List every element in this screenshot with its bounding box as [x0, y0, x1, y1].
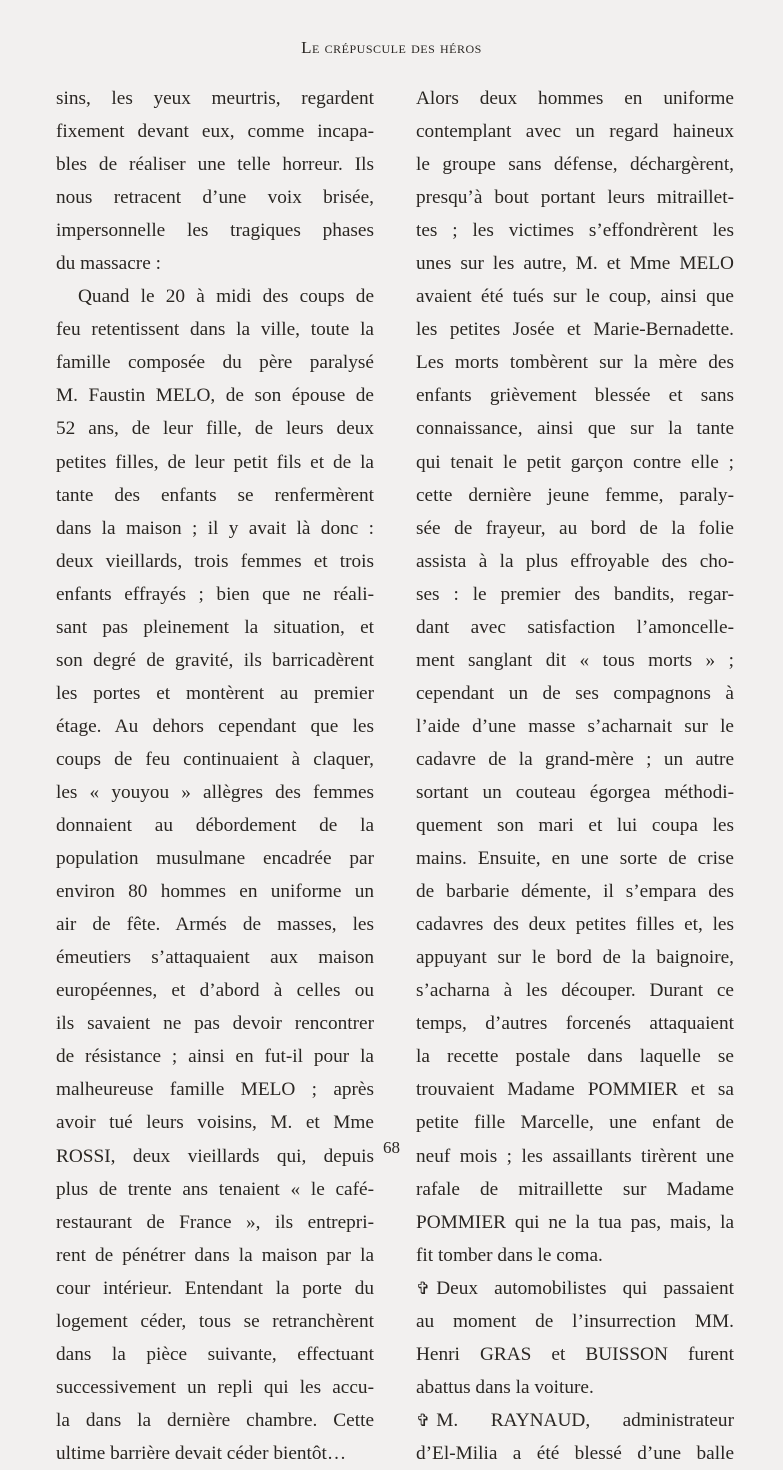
- line-text: l’aide d’une masse s’acharnait sur le: [416, 715, 734, 737]
- text-line: [416, 1437, 734, 1470]
- line-text: ses : le premier des bandits, regar-: [416, 583, 734, 605]
- line-text: tes ; les victimes s’effondrèrent les: [416, 220, 734, 242]
- line-text: les « youyou » allègres des femmes: [56, 781, 374, 803]
- text-line: [416, 247, 734, 280]
- text-line: [416, 1206, 734, 1239]
- running-header: Le crépuscule des héros: [301, 38, 482, 57]
- text-line: [416, 842, 734, 875]
- line-text: malheureuse famille MELO ; après: [56, 1079, 374, 1101]
- text-line: [416, 115, 734, 148]
- line-text: s’acharna à les découper. Durant ce: [416, 980, 734, 1002]
- text-line: [416, 743, 734, 776]
- text-line: [56, 446, 374, 479]
- text-line: [416, 1371, 734, 1404]
- line-text: Henri GRAS et BUISSON furent: [416, 1343, 734, 1365]
- text-line: [56, 1371, 374, 1404]
- line-text: émeutiers s’attaquaient aux maison: [56, 947, 374, 969]
- line-text: deux vieillards, trois femmes et trois: [56, 550, 374, 572]
- text-line: [56, 1073, 374, 1106]
- right-column: [416, 82, 734, 1470]
- line-text: trouvaient Madame POMMIER et sa: [416, 1079, 734, 1101]
- line-text: Quand le 20 à midi des coups de: [78, 286, 374, 308]
- text-line: [56, 115, 374, 148]
- line-text: les portes et montèrent au premier: [56, 682, 374, 704]
- text-line: [56, 1239, 374, 1272]
- text-line: [416, 1338, 734, 1371]
- line-text: unes sur les autre, M. et Mme MELO: [416, 253, 734, 275]
- line-text: rafale de mitraillette sur Madame: [416, 1178, 734, 1200]
- text-line: [416, 941, 734, 974]
- line-text: donnaient au débordement de la: [56, 815, 374, 837]
- text-line: [416, 875, 734, 908]
- line-text: quement son mari et lui coupa les: [416, 815, 734, 837]
- text-line: [416, 809, 734, 842]
- line-text: enfants grièvement blessée et sans: [416, 385, 734, 407]
- line-text: Alors deux hommes en uniforme: [416, 88, 734, 109]
- text-line: [416, 908, 734, 941]
- text-line: [416, 479, 734, 512]
- line-text: logement céder, tous se retranchèrent: [56, 1310, 374, 1332]
- text-line: [416, 974, 734, 1007]
- text-line: [56, 1338, 374, 1371]
- text-line: [56, 247, 374, 280]
- line-text: sins, les yeux meurtris, regardent: [56, 88, 374, 109]
- text-line: [416, 412, 734, 445]
- line-text: petite fille Marcelle, une enfant de: [416, 1112, 734, 1134]
- line-text: cependant un de ses compagnons à: [416, 682, 734, 704]
- line-text: nous retracent d’une voix brisée,: [56, 187, 374, 209]
- line-text: connaissance, ainsi que sur la tante: [416, 418, 734, 440]
- line-text: ils savaient ne pas devoir rencontrer: [56, 1013, 374, 1035]
- text-line: [56, 1206, 374, 1239]
- line-text: son degré de gravité, ils barricadèrent: [56, 649, 374, 671]
- line-text: fixement devant eux, comme incapa-: [56, 121, 374, 143]
- text-line: [416, 1073, 734, 1106]
- line-text: bles de réaliser une telle horreur. Ils: [56, 154, 374, 176]
- line-text: sortant un couteau égorgea méthodi-: [416, 781, 734, 803]
- text-line: [56, 710, 374, 743]
- line-text: M. Faustin MELO, de son épouse de: [56, 385, 374, 407]
- line-text: la dans la dernière chambre. Cette: [56, 1409, 374, 1431]
- line-text: cadavres des deux petites filles et, les: [416, 914, 734, 936]
- text-line: [56, 1040, 374, 1073]
- line-text: assista à la plus effroyable des cho-: [416, 550, 734, 572]
- text-line: [416, 578, 734, 611]
- line-text: population musulmane encadrée par: [56, 848, 374, 870]
- text-line: [416, 776, 734, 809]
- text-line: [416, 1305, 734, 1338]
- line-text: successivement un repli qui les accu-: [56, 1376, 374, 1398]
- line-text: restaurant de France », ils entrepri-: [56, 1211, 374, 1233]
- text-line: [416, 82, 734, 115]
- text-line: [56, 1106, 374, 1139]
- text-line: [56, 346, 374, 379]
- text-line: [56, 313, 374, 346]
- line-text: Deux automobilistes qui passaient: [436, 1277, 734, 1299]
- text-line: [56, 842, 374, 875]
- line-text: ultime barrière devait céder bientôt…: [56, 1442, 347, 1464]
- line-text: presqu’à bout portant leurs mitraillet-: [416, 187, 734, 209]
- line-text: appuyant sur le bord de la baignoire,: [416, 947, 734, 969]
- line-text: POMMIER qui ne la tua pas, mais, la: [416, 1211, 734, 1233]
- line-text: d’El-Milia a été blessé d’une balle: [416, 1442, 734, 1464]
- line-text: cadavre de la grand-mère ; un autre: [416, 748, 734, 770]
- line-text: avaient été tués sur le coup, ainsi que: [416, 286, 734, 308]
- line-text: européennes, et d’abord à celles ou: [56, 980, 374, 1002]
- text-line: [56, 545, 374, 578]
- line-text: enfants effrayés ; bien que ne réali-: [56, 583, 374, 605]
- line-text: 52 ans, de leur fille, de leurs deux: [56, 418, 374, 440]
- line-text: petites filles, de leur petit fils et de la: [56, 451, 374, 473]
- text-line: [56, 181, 374, 214]
- text-line: [56, 214, 374, 247]
- line-text: les petites Josée et Marie-Bernadette.: [416, 319, 734, 341]
- text-line: [56, 809, 374, 842]
- line-text: dans la pièce suivante, effectuant: [56, 1343, 374, 1365]
- line-text: impersonnelle les tragiques phases: [56, 220, 374, 242]
- line-text: temps, d’autres forcenés attaquaient: [416, 1013, 734, 1035]
- line-text: au moment de l’insurrection MM.: [416, 1310, 734, 1332]
- text-line: [56, 280, 374, 313]
- line-text: étage. Au dehors cependant que les: [56, 715, 374, 737]
- text-line: [56, 1173, 374, 1206]
- text-line: [416, 1272, 734, 1305]
- text-line: [416, 644, 734, 677]
- line-text: cette dernière jeune femme, paraly-: [416, 484, 734, 506]
- left-column: [56, 82, 374, 1470]
- text-line: [416, 148, 734, 181]
- line-text: abattus dans la voiture.: [416, 1376, 594, 1398]
- line-text: de barbarie démente, il s’empara des: [416, 881, 734, 903]
- line-text: rent de pénétrer dans la maison par la: [56, 1244, 374, 1266]
- text-line: [416, 1106, 734, 1139]
- text-line: [56, 1437, 374, 1470]
- line-text: fit tomber dans le coma.: [416, 1244, 603, 1266]
- text-line: [416, 346, 734, 379]
- text-line: [56, 479, 374, 512]
- text-line: [416, 214, 734, 247]
- text-line: [416, 280, 734, 313]
- text-line: [56, 1007, 374, 1040]
- line-text: mains. Ensuite, en une sorte de crise: [416, 848, 734, 870]
- line-text: air de fête. Armés de masses, les: [56, 914, 374, 936]
- text-line: [416, 677, 734, 710]
- line-text: la recette postale dans laquelle se: [416, 1046, 734, 1068]
- text-line: [56, 875, 374, 908]
- text-line: [56, 644, 374, 677]
- line-text: dant avec satisfaction l’amoncelle-: [416, 616, 734, 638]
- text-line: [56, 611, 374, 644]
- text-line: [416, 1239, 734, 1272]
- line-text: qui tenait le petit garçon contre elle ;: [416, 451, 734, 473]
- line-text: coups de feu continuaient à claquer,: [56, 748, 374, 770]
- text-line: [416, 512, 734, 545]
- text-line: [416, 611, 734, 644]
- line-text: ment sanglant dit « tous morts » ;: [416, 649, 734, 671]
- text-line: [56, 776, 374, 809]
- text-line: [416, 1173, 734, 1206]
- text-line: [416, 181, 734, 214]
- line-text: feu retentissent dans la ville, toute la: [56, 319, 374, 341]
- line-text: neuf mois ; les assaillants tirèrent une: [416, 1145, 734, 1167]
- text-line: [416, 710, 734, 743]
- text-line: [56, 578, 374, 611]
- text-line: [56, 941, 374, 974]
- text-line: [56, 743, 374, 776]
- line-text: sant pas pleinement la situation, et: [56, 616, 374, 638]
- text-line: [56, 974, 374, 1007]
- text-line: [416, 446, 734, 479]
- text-line: [416, 545, 734, 578]
- cross-bullet-icon: ✞: [416, 1410, 431, 1430]
- text-line: [56, 379, 374, 412]
- text-line: [416, 1007, 734, 1040]
- line-text: M. RAYNAUD, administrateur: [436, 1409, 734, 1431]
- text-line: [56, 148, 374, 181]
- line-text: de résistance ; ainsi en fut-il pour la: [56, 1046, 374, 1068]
- line-text: contemplant avec un regard haineux: [416, 121, 734, 143]
- text-line: [56, 1404, 374, 1437]
- line-text: dans la maison ; il y avait là donc :: [56, 517, 374, 539]
- line-text: famille composée du père paralysé: [56, 352, 374, 374]
- text-line: [416, 1040, 734, 1073]
- text-line: [56, 82, 374, 115]
- text-line: [416, 313, 734, 346]
- text-line: [56, 908, 374, 941]
- line-text: environ 80 hommes en uniforme un: [56, 881, 374, 903]
- line-text: du massacre :: [56, 253, 161, 275]
- line-text: plus de trente ans tenaient « le café-: [56, 1178, 374, 1200]
- line-text: tante des enfants se renfermèrent: [56, 484, 374, 506]
- text-line: [56, 677, 374, 710]
- text-line: [416, 379, 734, 412]
- line-text: cour intérieur. Entendant la porte du: [56, 1277, 374, 1299]
- text-line: [416, 1404, 734, 1437]
- text-line: [56, 412, 374, 445]
- text-line: [56, 1272, 374, 1305]
- page-number: 68: [383, 1138, 400, 1157]
- text-line: [56, 1305, 374, 1338]
- text-line: [56, 512, 374, 545]
- cross-bullet-icon: ✞: [416, 1278, 431, 1298]
- line-text: ROSSI, deux vieillards qui, depuis: [56, 1145, 374, 1167]
- line-text: avoir tué leurs voisins, M. et Mme: [56, 1112, 374, 1134]
- line-text: le groupe sans défense, déchargèrent,: [416, 154, 734, 176]
- line-text: sée de frayeur, au bord de la folie: [416, 517, 734, 539]
- line-text: Les morts tombèrent sur la mère des: [416, 352, 734, 374]
